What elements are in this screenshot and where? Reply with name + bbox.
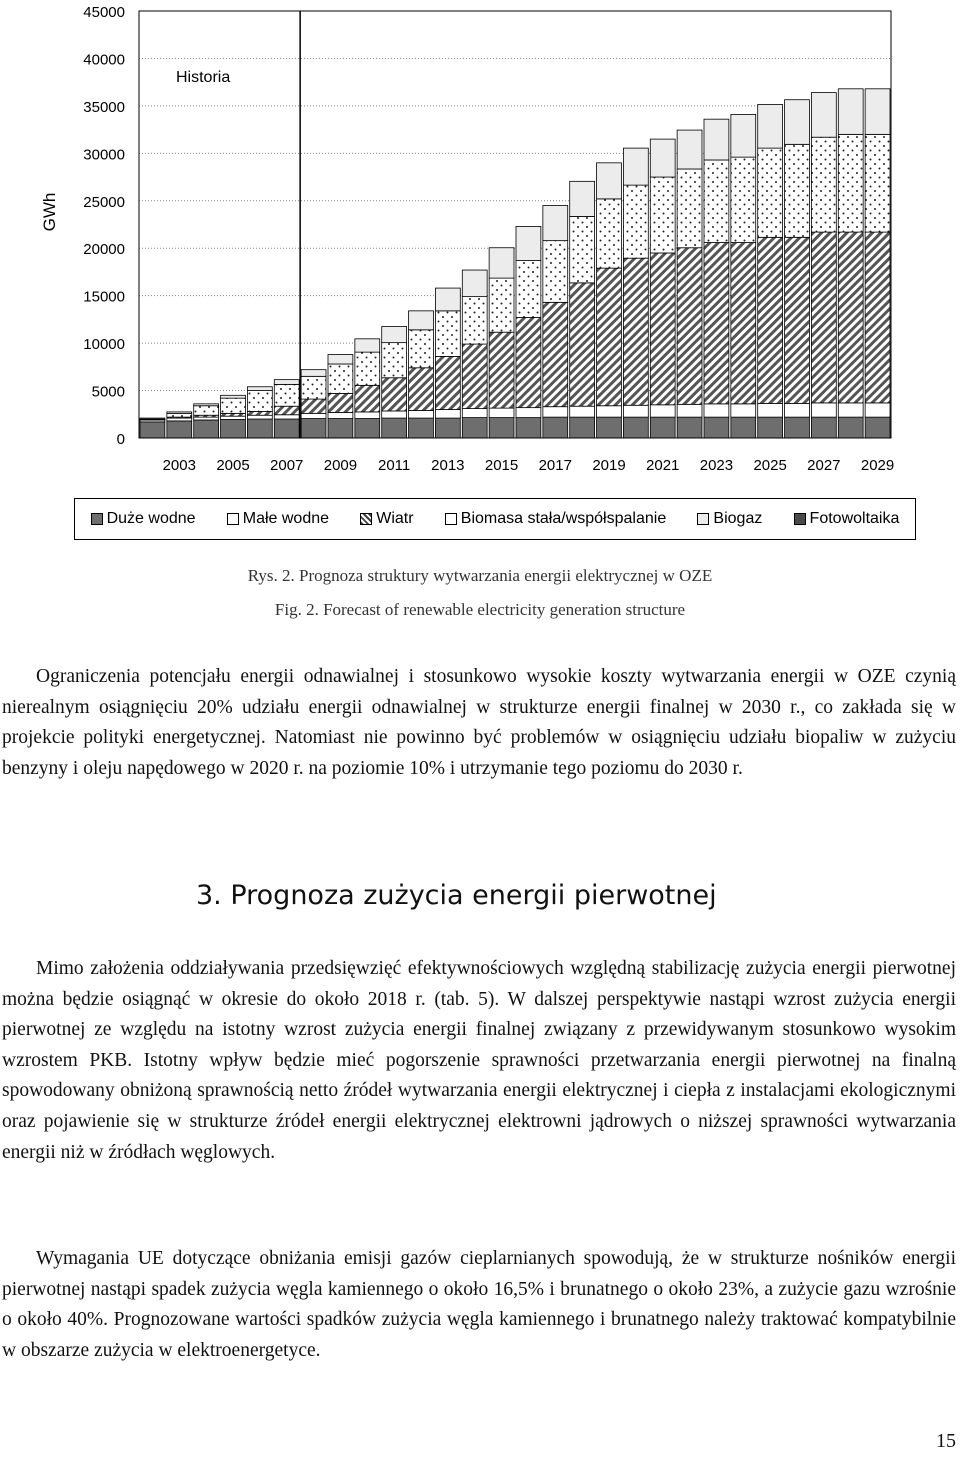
paragraph-3: Wymagania UE dotyczące obniżania emisji gazów cieplarnianych spowodują, że w strukturze nośników energii pierwotnej nastąpi spadek zużycia węgla kamiennego o około 16,5% i brunatnego o około 23%, a zużycie gazu wzrośnie o około 40%. Prognozowane wartości spadków zużycia węgla kamiennego i brunatnego należy traktować kompatybilnie w obszarze zużycia w elektroenergetyce. — [2, 1248, 956, 1361]
bar-segment — [865, 403, 890, 417]
figure-caption-pl: Rys. 2. Prognoza struktury wytwarzania energii elektrycznej w OZE — [247, 566, 713, 585]
bar-segment — [140, 422, 165, 438]
bar-segment — [274, 415, 299, 419]
bar-segment — [543, 241, 568, 303]
bar-segment — [785, 237, 810, 403]
bar-segment — [623, 405, 648, 417]
bar-segment — [543, 206, 568, 241]
bar-segment — [758, 104, 783, 148]
bar-segment — [489, 332, 514, 408]
bar-segment — [865, 232, 890, 403]
bar-segment — [274, 419, 299, 438]
legend-swatch — [697, 513, 709, 525]
bar-segment — [704, 160, 729, 243]
bar-segment — [650, 253, 675, 405]
bar-segment — [677, 404, 702, 417]
bar-segment — [597, 417, 622, 438]
bar-segment — [274, 384, 299, 406]
bar-segment — [489, 418, 514, 438]
bar-segment — [409, 311, 434, 330]
bar-segment — [355, 352, 380, 385]
bar-segment — [435, 311, 460, 357]
bar-segment — [543, 302, 568, 406]
x-tick-label: 2009 — [323, 457, 358, 474]
bar-segment — [597, 163, 622, 199]
x-tick-label: 2015 — [484, 457, 519, 474]
legend-label: Duże wodne — [106, 510, 196, 527]
legend-swatch — [360, 513, 372, 525]
bar-segment — [328, 419, 353, 438]
y-tick-label: 5000 — [91, 383, 125, 401]
bar-segment — [382, 418, 407, 438]
bar-segment — [221, 419, 246, 438]
x-tick-label: 2005 — [216, 457, 250, 474]
bar-segment — [758, 148, 783, 237]
y-tick-label: 40000 — [83, 51, 125, 69]
y-tick-label: 20000 — [83, 241, 125, 259]
x-tick-label: 2023 — [699, 457, 734, 474]
bar-segment — [785, 100, 810, 145]
bar-segment — [516, 226, 541, 260]
bar-segment — [382, 327, 407, 343]
x-tick-label: 2019 — [592, 457, 626, 474]
bar-segment — [194, 404, 219, 406]
legend-label: Fotowoltaika — [809, 510, 900, 527]
bar-segment — [301, 399, 326, 413]
bar-segment — [650, 177, 675, 253]
bar-segment — [489, 408, 514, 417]
bar-segment — [597, 268, 622, 406]
bar-segment — [489, 278, 514, 332]
bar-segment — [758, 237, 783, 403]
bar-segment — [435, 418, 460, 438]
bar-segment — [435, 356, 460, 409]
history-annotation: Historia — [176, 69, 231, 86]
bar-segment — [731, 243, 756, 404]
y-tick-label: 25000 — [83, 193, 125, 211]
bar-segment — [865, 89, 890, 135]
legend-swatch — [227, 513, 239, 525]
legend-item — [91, 510, 196, 528]
bar-segment — [355, 412, 380, 419]
bar-segment — [731, 114, 756, 157]
bar-segment — [435, 288, 460, 311]
bar-segment — [409, 418, 434, 438]
bar-segment — [247, 391, 272, 412]
bar-segment — [677, 417, 702, 438]
x-tick-label: 2027 — [807, 457, 841, 474]
paragraph-2: Mimo założenia oddziaływania przedsięwzięć efektywnościowych względną stabilizację zużycia energii pierwotnej można będzie osiągnąć w okresie do około 2018 r. (tab. 5). W dalszej perspektywie nastąpi wzrost zużycia energii pierwotnej ze względu na istotny wzrost zużycia energii finalnej związany z przewidywanym stosunkowo wysokim wzrostem PKB. Istotny wpływ będzie mieć pogorszenie sprawności przetwarzania energii pierwotnej na finalną spowodowany obniżoną sprawnością netto źródeł wytwarzania energii elektrycznej i ciepła z instalacjami ekologicznymi oraz pojawienie się w strukturze źródeł energii elektrycznej elektrowni jądrowych o niższej sprawności wytwarzania energii niż w źródłach węglowych. — [2, 958, 956, 1163]
bar-segment — [758, 403, 783, 417]
bar-segment — [221, 398, 246, 413]
bar-segment — [543, 407, 568, 417]
bar-segment — [785, 144, 810, 237]
bar-segment — [409, 368, 434, 411]
bar-segment — [247, 419, 272, 438]
bar-segment — [623, 258, 648, 405]
bar-segment — [462, 297, 487, 344]
legend-swatch — [445, 513, 457, 525]
bar-segment — [570, 181, 595, 216]
bar-segment — [570, 216, 595, 282]
bar-segment — [409, 410, 434, 418]
bar-segment — [811, 417, 836, 438]
legend-label: Wiatr — [376, 510, 414, 527]
bar-segment — [704, 243, 729, 404]
bar-segment — [865, 417, 890, 438]
legend-label: Małe wodne — [242, 510, 330, 527]
bar-segment — [301, 370, 326, 377]
bar-segment — [301, 419, 326, 438]
y-tick-label: 10000 — [83, 336, 125, 354]
bar-segment — [677, 130, 702, 169]
figure-caption-en: Fig. 2. Forecast of renewable electricity generation structure — [274, 600, 686, 619]
bar-segment — [838, 134, 863, 232]
chart-legend — [74, 498, 916, 540]
bar-segment — [382, 378, 407, 411]
bar-segment — [838, 403, 863, 417]
bar-segment — [435, 410, 460, 419]
bar-segment — [704, 404, 729, 417]
bar-segment — [167, 421, 192, 438]
bar-segment — [570, 417, 595, 438]
page-number: 15 — [936, 1430, 956, 1452]
bar-segment — [328, 393, 353, 412]
bar-segment — [140, 418, 165, 419]
bar-segment — [247, 387, 272, 391]
bar-segment — [623, 148, 648, 185]
legend-label: Biogaz — [713, 510, 763, 527]
legend-label: Biomasa stała/współspalanie — [460, 510, 667, 527]
y-tick-label: 45000 — [83, 4, 125, 21]
bar-segment — [167, 413, 192, 417]
bar-segment — [194, 417, 219, 420]
bar-segment — [811, 137, 836, 232]
paragraph-1: Ograniczenia potencjału energii odnawialnej i stosunkowo wysokie koszty wytwarzania energii w OZE czynią nierealnym osiągnięciu 20% udziału energii odnawialnej w strukturze energii finalnej w 2030 r., co zakłada się w projekcie polityki energetycznej. Natomiast nie powinno być problemów w osiągnięciu udziału biopaliw w zużyciu benzyny i oleju napędowego w 2020 r. na poziomie 10% i utrzymanie tego poziomu do 2030 r. — [2, 666, 956, 779]
bar-segment — [785, 403, 810, 417]
bar-segment — [865, 134, 890, 232]
x-tick-label: 2013 — [431, 457, 465, 474]
bar-segment — [650, 417, 675, 438]
bar-segment — [623, 185, 648, 258]
bar-segment — [167, 412, 192, 413]
stacked-bar-chart — [0, 0, 960, 495]
bar-segment — [382, 411, 407, 418]
chart-figure — [0, 0, 960, 545]
bar-segment — [382, 343, 407, 378]
bar-segment — [274, 380, 299, 385]
bar-segment — [597, 406, 622, 417]
bar-segment — [167, 418, 192, 421]
y-tick-label: 15000 — [83, 288, 125, 306]
bar-segment — [650, 405, 675, 417]
legend-item — [227, 510, 329, 528]
section-heading: 3. Prognoza zużycia energii pierwotnej — [196, 880, 717, 911]
bar-segment — [194, 406, 219, 415]
legend-swatch — [91, 513, 103, 525]
bar-segment — [194, 420, 219, 438]
bar-segment — [811, 403, 836, 417]
bar-segment — [301, 376, 326, 399]
bar-segment — [516, 261, 541, 318]
y-tick-label: 35000 — [83, 98, 125, 116]
x-tick-label: 2017 — [538, 457, 572, 474]
bar-segment — [274, 406, 299, 415]
bar-segment — [597, 199, 622, 268]
bar-segment — [221, 413, 246, 416]
bar-segment — [516, 408, 541, 418]
bar-segment — [247, 415, 272, 419]
y-tick-label: 0 — [116, 431, 125, 448]
y-axis-label: GWh — [40, 192, 59, 232]
bar-segment — [570, 406, 595, 417]
y-tick-label: 30000 — [83, 146, 125, 164]
bar-segment — [677, 248, 702, 405]
bar-segment — [838, 89, 863, 135]
bar-segment — [489, 248, 514, 278]
bar-segment — [355, 419, 380, 438]
x-tick-label: 2003 — [162, 457, 196, 474]
bar-segment — [221, 395, 246, 398]
bar-segment — [731, 157, 756, 242]
bar-segment — [677, 169, 702, 248]
bar-segment — [543, 417, 568, 438]
x-tick-label: 2029 — [860, 457, 895, 474]
bar-segment — [785, 417, 810, 438]
bar-segment — [704, 119, 729, 160]
bar-segment — [731, 404, 756, 417]
bar-segment — [328, 412, 353, 418]
bar-segment — [811, 232, 836, 403]
x-tick-label: 2011 — [378, 457, 411, 474]
bar-segment — [838, 417, 863, 438]
bar-segment — [355, 385, 380, 412]
bar-segment — [516, 418, 541, 438]
bar-segment — [328, 354, 353, 363]
bar-segment — [409, 330, 434, 368]
bar-segment — [811, 93, 836, 138]
x-tick-label: 2007 — [270, 457, 304, 474]
legend-item — [697, 510, 762, 528]
bar-segment — [623, 417, 648, 438]
bar-segment — [650, 139, 675, 177]
bar-segment — [704, 417, 729, 438]
bar-segment — [221, 416, 246, 419]
bar-segment — [328, 364, 353, 393]
bar-segment — [301, 413, 326, 418]
legend-item — [360, 510, 413, 528]
legend-item — [794, 510, 900, 528]
legend-swatch — [794, 513, 806, 525]
x-tick-label: 2021 — [646, 457, 680, 474]
bar-segment — [570, 283, 595, 406]
bar-segment — [247, 411, 272, 415]
bar-segment — [731, 417, 756, 438]
x-tick-label: 2025 — [753, 457, 787, 474]
bar-segment — [462, 270, 487, 297]
legend-item — [445, 510, 666, 528]
bar-segment — [758, 417, 783, 438]
bar-segment — [355, 339, 380, 352]
bar-segment — [838, 232, 863, 403]
bar-segment — [462, 418, 487, 438]
bar-segment — [462, 409, 487, 418]
bar-segment — [462, 344, 487, 409]
bar-segment — [516, 317, 541, 407]
